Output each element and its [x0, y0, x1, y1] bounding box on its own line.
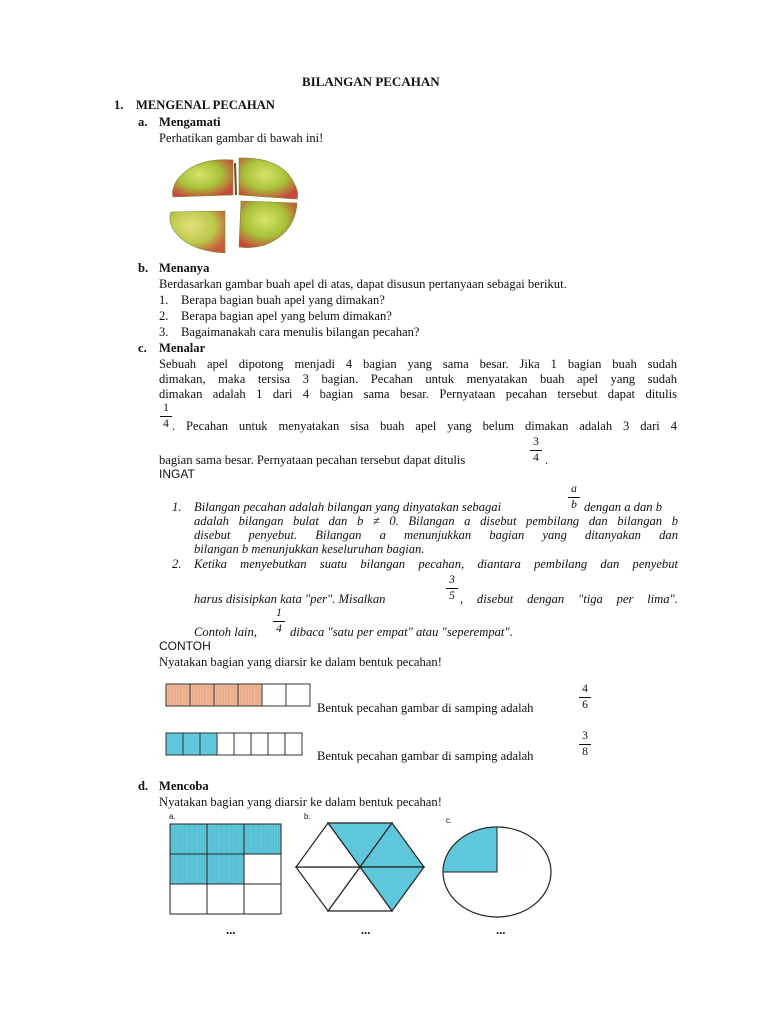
unshaded-cell	[207, 884, 244, 914]
unshaded-cell	[268, 733, 285, 755]
unshaded-cell	[244, 884, 281, 914]
example-text: Bentuk pecahan gambar di samping adalah	[317, 701, 534, 715]
subsection-c-title: Menalar	[159, 341, 206, 355]
question-number: 1.	[159, 293, 169, 307]
ingat-heading: INGAT	[159, 467, 195, 481]
fraction-four-sixths	[577, 683, 593, 712]
shaded-cell	[166, 733, 183, 755]
rule-text: bilangan b menunjukkan keseluruhan bagian.	[194, 542, 425, 556]
unshaded-cell	[251, 733, 268, 755]
unshaded-cell	[285, 733, 302, 755]
fraction-numerator: 3	[533, 436, 539, 448]
question-text: Berapa bagian buah apel yang dimakan?	[181, 293, 385, 307]
question-text: Berapa bagian apel yang belum dimakan?	[181, 309, 392, 323]
figure-hexagon-sixths	[296, 821, 426, 913]
subsection-c-letter: c.	[138, 341, 147, 355]
fraction-denominator: b	[571, 499, 577, 511]
fraction-a-over-b	[566, 483, 582, 512]
paragraph-line: dimakan adalah 1 dari 4 bagian sama besar. Pernyataan pecahan tersebut dapat ditulis	[159, 387, 677, 401]
figure-label: c.	[446, 816, 453, 825]
fraction-three-fifths	[444, 574, 460, 603]
subsection-d-instruction: Nyatakan bagian yang diarsir ke dalam bentuk pecahan!	[159, 795, 442, 809]
shaded-cell	[207, 854, 244, 884]
subsection-a-letter: a.	[138, 115, 148, 129]
figure-grid-ninths	[169, 823, 283, 915]
subsection-a-title: Mengamati	[159, 115, 221, 129]
fraction-three-eighths	[577, 730, 593, 759]
subsection-b-letter: b.	[138, 261, 149, 275]
rule-text: Ketika menyebutkan suatu bilangan pecahan, diantara pembilang dan penyebut	[194, 557, 678, 571]
contoh-heading: CONTOH	[159, 639, 211, 653]
shaded-cell	[200, 733, 217, 755]
subsection-a-instruction: Perhatikan gambar di bawah ini!	[159, 131, 324, 145]
rule-number: 2.	[172, 557, 182, 571]
paragraph-line: bagian sama besar. Pernyataan pecahan tersebut dapat ditulis	[159, 453, 466, 467]
fraction-denominator: 4	[276, 623, 282, 635]
page-title: BILANGAN PECAHAN	[302, 74, 440, 89]
rule-text: dengan a dan b	[584, 500, 663, 514]
unshaded-cell	[244, 854, 281, 884]
shaded-cell	[207, 824, 244, 854]
fraction-numerator: 1	[163, 402, 169, 414]
subsection-b-intro: Berdasarkan gambar buah apel di atas, dapat disusun pertanyaan sebagai berikut.	[159, 277, 567, 291]
example-bar-eighths	[165, 731, 309, 757]
fraction-denominator: 5	[449, 590, 455, 602]
rule-text: dibaca "satu per empat" atau "seperempat".	[290, 625, 513, 639]
apple-image	[165, 155, 305, 255]
unshaded-cell	[262, 684, 286, 706]
unshaded-cell	[170, 884, 207, 914]
fraction-numerator: 3	[449, 574, 455, 586]
figure-label: b.	[304, 812, 311, 821]
section-heading: MENGENAL PECAHAN	[136, 98, 275, 112]
figure-label: a.	[169, 812, 176, 821]
fraction-numerator: 1	[276, 607, 282, 619]
paragraph-line: Sebuah apel dipotong menjadi 4 bagian yang sama besar. Jika 1 bagian buah sudah	[159, 357, 677, 371]
shaded-cell	[244, 824, 281, 854]
rule-text: harus disisipkan kata "per". Misalkan	[194, 592, 386, 606]
rule-text: , disebut dengan "tiga per lima".	[460, 592, 678, 606]
rule-text: Contoh lain,	[194, 625, 257, 639]
example-bar-sixths	[165, 682, 311, 708]
unshaded-cell	[217, 733, 234, 755]
rule-number: 1.	[172, 500, 182, 514]
subsection-d-letter: d.	[138, 779, 149, 793]
question-text: Bagaimanakah cara menulis bilangan pecahan?	[181, 325, 420, 339]
paragraph-line: . Pecahan untuk menyatakan sisa buah apel yang belum dimakan adalah 3 dari 4	[172, 419, 677, 433]
shaded-cell	[183, 733, 200, 755]
shaded-cell	[170, 854, 207, 884]
shaded-quarter	[443, 827, 497, 872]
fraction-numerator: 4	[582, 683, 588, 695]
paragraph-line: dimakan, maka tersisa 3 bagian. Pecahan untuk menyatakan buah apel yang sudah	[159, 372, 677, 386]
fraction-denominator: 4	[533, 452, 539, 464]
question-number: 2.	[159, 309, 169, 323]
answer-blank[interactable]: ...	[361, 923, 371, 937]
contoh-instruction: Nyatakan bagian yang diarsir ke dalam bentuk pecahan!	[159, 655, 442, 669]
unshaded-cell	[286, 684, 310, 706]
answer-blank[interactable]: ...	[496, 923, 506, 937]
fraction-denominator: 4	[163, 418, 169, 430]
fraction-denominator: 8	[582, 746, 588, 758]
subsection-b-title: Menanya	[159, 261, 210, 275]
fraction-numerator: 3	[582, 730, 588, 742]
example-text: Bentuk pecahan gambar di samping adalah	[317, 749, 534, 763]
fraction-three-quarters	[528, 436, 544, 465]
unshaded-cell	[234, 733, 251, 755]
subsection-d-title: Mencoba	[159, 779, 209, 793]
fraction-denominator: 6	[582, 699, 588, 711]
fraction-numerator: a	[571, 483, 577, 495]
period: .	[545, 453, 549, 467]
figure-circle-quarters	[442, 826, 554, 920]
question-number: 3.	[159, 325, 169, 339]
rule-text: disebut penyebut. Bilangan a menunjukkan bagian yang ditanyakan dan	[194, 528, 678, 542]
shaded-cell	[170, 824, 207, 854]
fraction-one-quarter	[271, 607, 287, 636]
rule-text: Bilangan pecahan adalah bilangan yang dinyatakan sebagai	[194, 500, 502, 514]
answer-blank[interactable]: ...	[226, 923, 236, 937]
section-number: 1.	[114, 98, 124, 112]
rule-text: adalah bilangan bulat dan b ≠ 0. Bilangan a disebut pembilang dan bilangan b	[194, 514, 678, 528]
